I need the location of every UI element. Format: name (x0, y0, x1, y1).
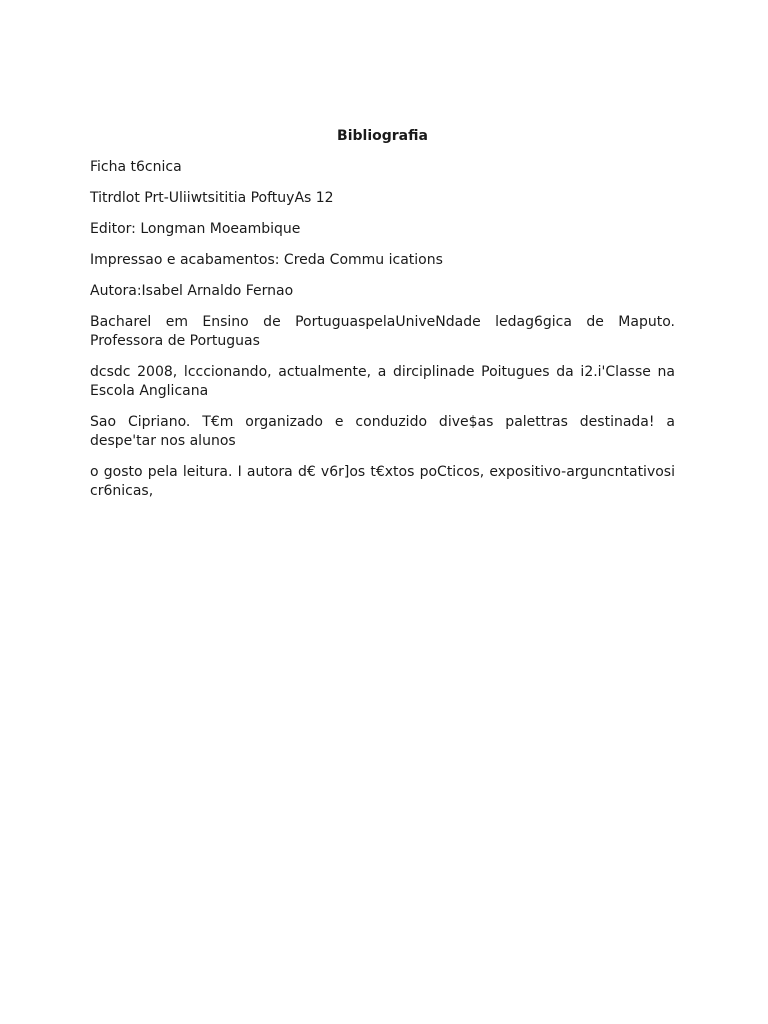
paragraph-autora: Autora:Isabel Arnaldo Fernao (90, 283, 294, 299)
paragraph-editor: Editor: Longman Moeambique (90, 221, 301, 237)
paragraph-sao-cipriano: Sao Cipriano. T€m organizado e conduzido dive$as palettras destinada! a despe'tar nos alunos (90, 414, 675, 449)
paragraph-ficha-tecnica: Ficha t6cnica (90, 159, 182, 175)
paragraph-gosto-leitura: o gosto pela leitura. I autora d€ v6r]os t€xtos poCticos, expositivo-arguncntativosi cr6nicas, (90, 464, 675, 499)
paragraph-impressao: Impressao e acabamentos: Creda Commu ications (90, 252, 443, 268)
document-title: Bibliografia (337, 128, 428, 144)
paragraph-lecionando: dcsdc 2008, lcccionando, actualmente, a dirciplinade Poitugues da i2.i'Classe na Escola Anglicana (90, 364, 675, 399)
paragraph-titulo: Titrdlot Prt-Uliiwtsititia PoftuyAs 12 (90, 190, 334, 206)
paragraph-bacharel: Bacharel em Ensino de PortuguaspelaUniveNdade ledag6gica de Maputo. Professora de Portuguas (90, 314, 675, 349)
document-body (90, 127, 675, 513)
